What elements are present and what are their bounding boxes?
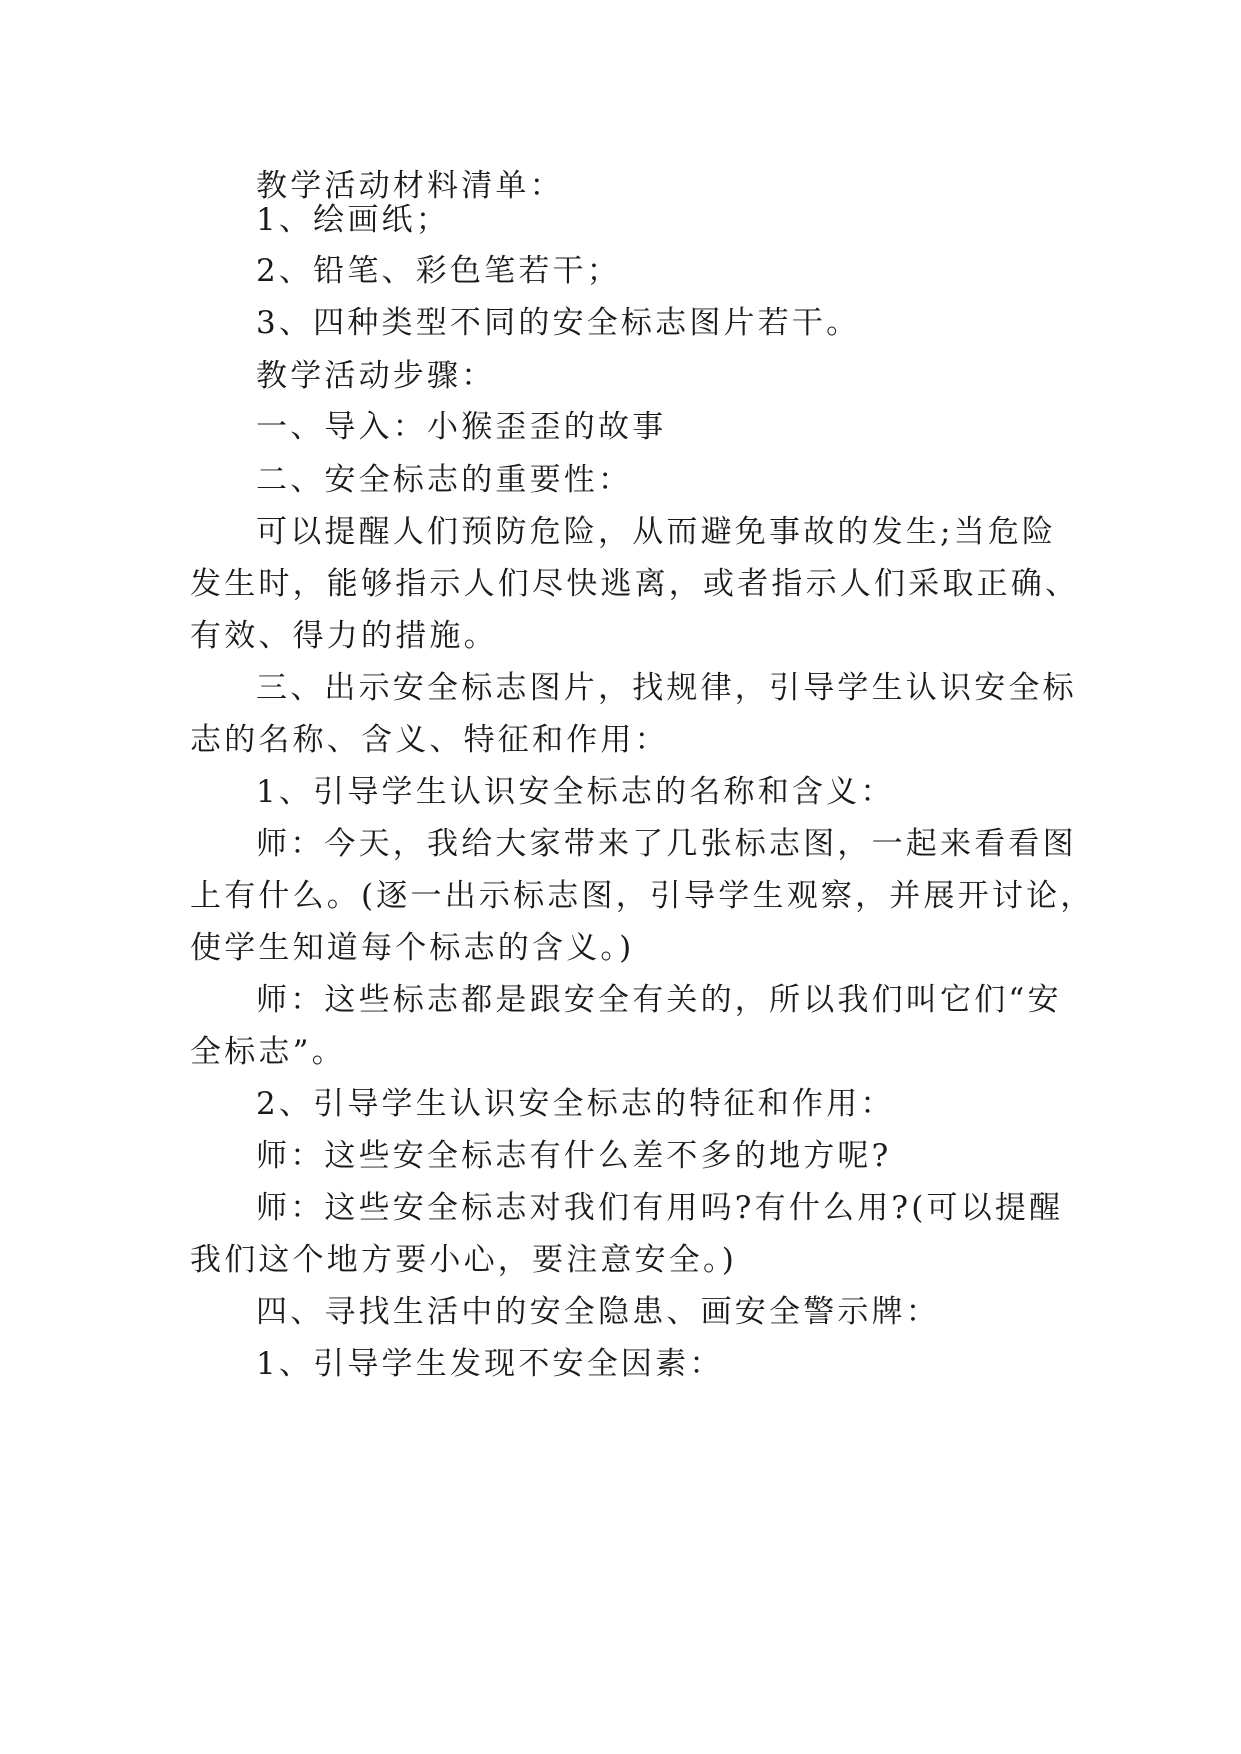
substep-1: 1、引导学生发现不安全因素： [256, 1346, 724, 1382]
step-two: 二、安全标志的重要性： [256, 462, 633, 498]
substep-1: 1、引导学生认识安全标志的名称和含义： [256, 774, 895, 810]
substep-2: 2、引导学生认识安全标志的特征和作用： [256, 1086, 895, 1122]
step-four: 四、寻找生活中的安全隐患、画安全警示牌： [256, 1294, 940, 1330]
paragraph-line: 发生时，能够指示人们尽快逃离，或者指示人们采取正确、 [190, 566, 1080, 602]
paragraph-line: 师：这些安全标志有什么差不多的地方呢? [256, 1138, 892, 1174]
paragraph-line: 有效、得力的措施。 [190, 618, 498, 654]
step-one: 一、导入：小猴歪歪的故事 [256, 409, 667, 445]
paragraph-line: 全标志”。 [190, 1034, 346, 1070]
material-item-2: 2、铅笔、彩色笔若干； [256, 253, 621, 289]
paragraph-line: 志的名称、含义、特征和作用： [190, 722, 669, 758]
paragraph-line: 可以提醒人们预防危险，从而避免事故的发生;当危险 [256, 514, 1057, 550]
paragraph-line: 使学生知道每个标志的含义。) [190, 930, 635, 966]
materials-heading: 教学活动材料清单： [256, 168, 564, 204]
step-three: 三、出示安全标志图片，找规律，引导学生认识安全标 [256, 670, 1077, 706]
material-item-1: 1、绘画纸； [256, 202, 450, 238]
material-item-3: 3、四种类型不同的安全标志图片若干。 [256, 305, 861, 341]
paragraph-line: 师：今天，我给大家带来了几张标志图，一起来看看图 [256, 826, 1077, 862]
paragraph-line: 师：这些安全标志对我们有用吗?有什么用?(可以提醒 [256, 1190, 1064, 1226]
paragraph-line: 上有什么。(逐一出示标志图，引导学生观察，并展开讨论， [190, 878, 1095, 914]
paragraph-line: 我们这个地方要小心，要注意安全。) [190, 1242, 737, 1278]
steps-heading: 教学活动步骤： [256, 358, 496, 394]
paragraph-line: 师：这些标志都是跟安全有关的，所以我们叫它们“安 [256, 982, 1062, 1018]
